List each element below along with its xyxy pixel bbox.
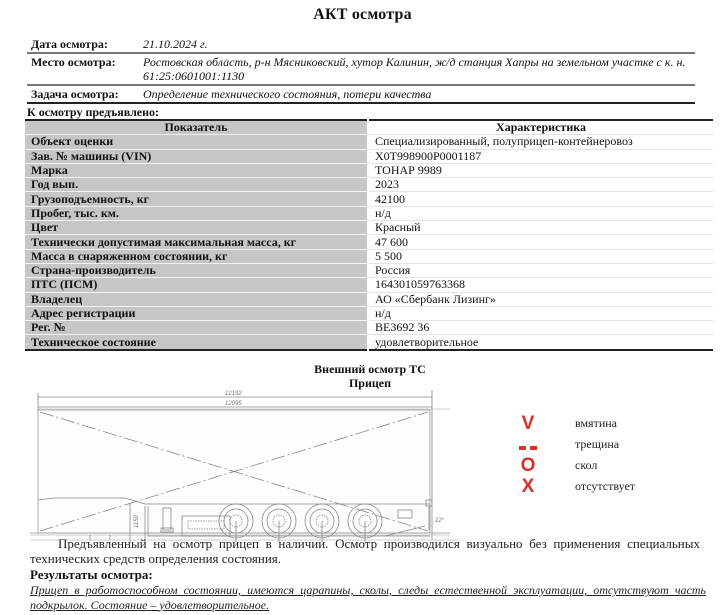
table-row	[25, 306, 713, 320]
table-row	[25, 163, 713, 177]
row-indicator: Адрес регистрации	[25, 306, 368, 320]
legend-label-dent: вмятина	[575, 416, 617, 430]
legend-item-crack	[515, 434, 635, 455]
table-row	[25, 278, 713, 292]
row-value: 5 500	[368, 249, 713, 263]
results-text: Прицеп в работоспособном состоянии, имеются царапины, сколы, следы естественной эксплуатации, отсутствуют часть подкрылок. Состояние – удовлетворительное.	[30, 583, 706, 612]
place-label: Место осмотра:	[31, 55, 116, 69]
row-value: н/д	[368, 206, 713, 220]
row-value: Красный	[368, 221, 713, 235]
table-row	[25, 321, 713, 335]
table-row	[25, 221, 713, 235]
header-indicator: Показатель	[25, 120, 368, 135]
visual-title-line2: Прицеп	[348, 376, 392, 390]
row-value: ВЕ3692 36	[368, 321, 713, 335]
svg-text:12°: 12°	[435, 518, 445, 524]
table-row	[25, 292, 713, 306]
row-indicator: Марка	[25, 163, 368, 177]
table-row	[25, 335, 713, 350]
date-label: Дата осмотра:	[31, 37, 108, 51]
crack-icon	[515, 435, 541, 455]
row-value: Россия	[368, 263, 713, 277]
row-value: 42100	[368, 192, 713, 206]
svg-text:12095: 12095	[225, 401, 242, 407]
damage-legend	[515, 413, 635, 497]
row-indicator: Зав. № машины (VIN)	[25, 149, 368, 163]
legend-label-missing: отсутствует	[575, 479, 636, 493]
legend-item-chip	[515, 455, 635, 476]
table-row	[25, 206, 713, 220]
visual-title-line1: Внешний осмотр ТС	[314, 362, 426, 376]
row-indicator: Пробег, тыс. км.	[25, 206, 368, 220]
row-value: Специализированный, полуприцеп-контейнеровоз	[368, 135, 713, 149]
legend-item-missing	[515, 476, 635, 497]
info-row-date	[27, 36, 695, 54]
row-value: н/д	[368, 306, 713, 320]
inspection-info	[27, 36, 695, 104]
row-value: 164301059763368	[368, 278, 713, 292]
row-indicator: Техническое состояние	[25, 335, 368, 350]
results-label: Результаты осмотра:	[30, 567, 153, 582]
document-title: АКТ осмотра	[313, 6, 412, 23]
row-indicator: Масса в снаряженном состоянии, кг	[25, 249, 368, 263]
place-value: Ростовская область, р-н Мясниковский, хутор Калинин, ж/д станция Хапры на земельном участке с к. н. 61:25:0601001:1130	[143, 55, 686, 83]
date-value: 21.10.2024 г.	[143, 37, 208, 51]
spec-header-row	[25, 120, 713, 135]
table-row	[25, 192, 713, 206]
dent-icon: V	[521, 412, 535, 434]
legend-label-crack: трещина	[575, 437, 620, 451]
row-indicator: ПТС (ПСМ)	[25, 278, 368, 292]
info-row-place	[27, 54, 695, 86]
row-value: 47 600	[368, 235, 713, 249]
header-characteristic: Характеристика	[368, 120, 713, 135]
spec-table	[25, 119, 713, 351]
table-row	[25, 178, 713, 192]
row-value: ТОНАР 9989	[368, 163, 713, 177]
inspection-paragraph: Предъявленный на осмотр прицеп в наличии. Осмотр производился визуально без применения специальных технических средств определения состояния.	[30, 536, 700, 566]
row-value: 2023	[368, 178, 713, 192]
info-row-task	[27, 86, 695, 104]
row-value: удовлетворительное	[368, 335, 713, 350]
row-indicator: Год вып.	[25, 178, 368, 192]
table-row	[25, 135, 713, 149]
presented-label: К осмотру предъявлено:	[27, 105, 160, 119]
chip-icon: O	[520, 454, 536, 476]
task-label: Задача осмотра:	[31, 87, 119, 101]
missing-icon: X	[521, 475, 535, 497]
row-indicator: Рег. №	[25, 321, 368, 335]
row-indicator: Технически допустимая максимальная масса, кг	[25, 235, 368, 249]
task-value: Определение технического состояния, потери качества	[143, 87, 432, 101]
table-row	[25, 263, 713, 277]
row-value: АО «Сбербанк Лизинг»	[368, 292, 713, 306]
table-row	[25, 235, 713, 249]
row-indicator: Владелец	[25, 292, 368, 306]
row-indicator: Цвет	[25, 221, 368, 235]
svg-text:1150: 1150	[134, 515, 140, 528]
row-indicator: Страна-производитель	[25, 263, 368, 277]
row-indicator: Объект оценки	[25, 135, 368, 149]
row-indicator: Грузоподъемность, кг	[25, 192, 368, 206]
table-row	[25, 249, 713, 263]
trailer-undercarriage	[30, 470, 460, 542]
svg-text:12192: 12192	[225, 391, 242, 397]
legend-item-dent	[515, 413, 635, 434]
legend-label-chip: скол	[575, 458, 598, 472]
row-value: X0T998900P0001187	[368, 149, 713, 163]
table-row	[25, 149, 713, 163]
